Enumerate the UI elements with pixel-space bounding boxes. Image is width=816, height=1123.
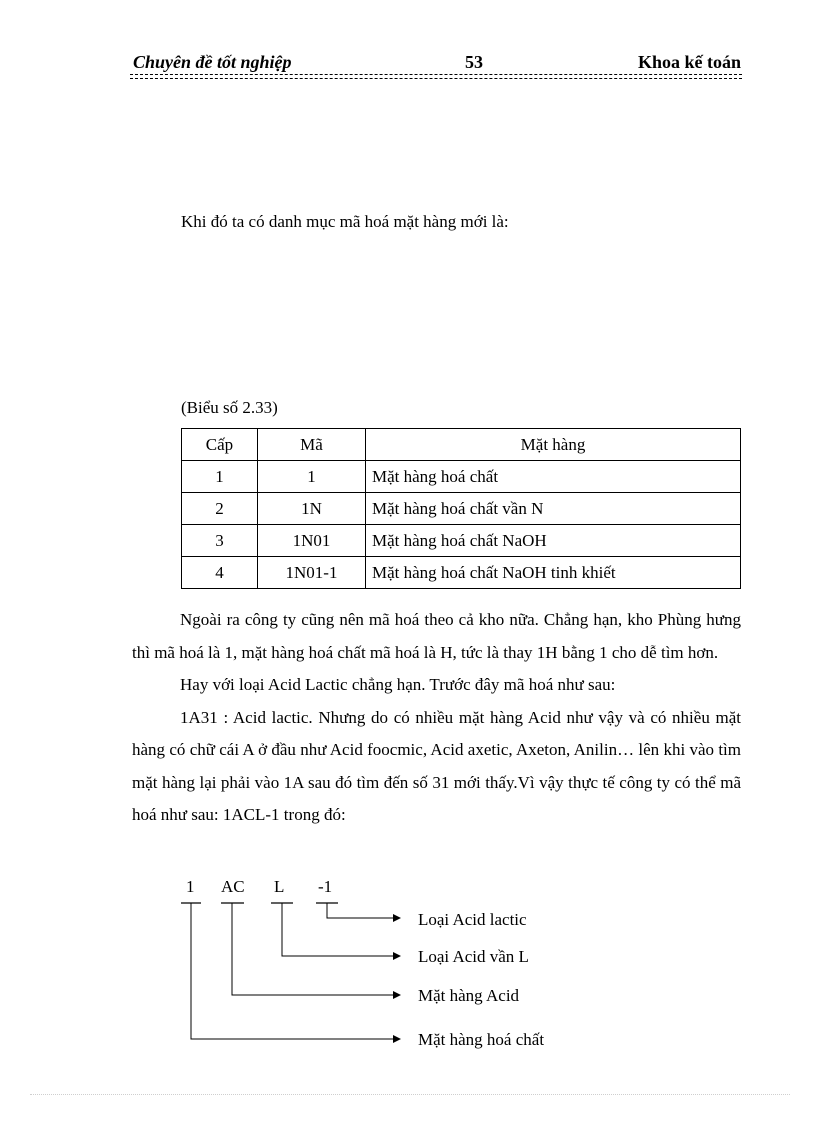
column-header-cap: Cấp bbox=[182, 429, 258, 461]
connector-ac bbox=[232, 903, 400, 995]
paragraph: Ngoài ra công ty cũng nên mã hoá theo cả kho nữa. Chẳng hạn, kho Phùng hưng thì mã hoá là 1, mặt hàng hoá chất mã hoá là H, tức là thay 1H bằng 1 cho dễ tìm hơn. bbox=[132, 610, 741, 662]
cell-ma: 1 bbox=[258, 461, 366, 493]
paragraph: Hay với loại Acid Lactic chẳng hạn. Trước đây mã hoá như sau: bbox=[180, 675, 616, 694]
table-caption: (Biểu số 2.33) bbox=[181, 398, 278, 417]
label-acid-van-l: Loại Acid vần L bbox=[418, 947, 529, 966]
cell-cap: 1 bbox=[182, 461, 258, 493]
footer-rule bbox=[30, 1094, 790, 1095]
cell-ma: 1N01 bbox=[258, 525, 366, 557]
column-header-ma: Mã bbox=[258, 429, 366, 461]
cell-ma: 1N01-1 bbox=[258, 557, 366, 589]
segment-1: 1 bbox=[186, 877, 195, 896]
column-header-mat-hang: Mặt hàng bbox=[366, 429, 741, 461]
label-mat-hang-acid: Mặt hàng Acid bbox=[418, 986, 520, 1005]
page-number: 53 bbox=[465, 52, 483, 72]
connector-l bbox=[282, 903, 400, 956]
cell-mat-hang: Mặt hàng hoá chất vần N bbox=[366, 493, 741, 525]
header-department: Khoa kế toán bbox=[637, 52, 741, 72]
label-acid-lactic: Loại Acid lactic bbox=[418, 910, 527, 929]
cell-mat-hang: Mặt hàng hoá chất NaOH tinh khiết bbox=[366, 557, 741, 589]
segment-l: L bbox=[274, 877, 285, 896]
header-title: Chuyên đề tốt nghiệp bbox=[133, 52, 292, 72]
intro-text: Khi đó ta có danh mục mã hoá mặt hàng mới là: bbox=[181, 212, 509, 231]
cell-cap: 4 bbox=[182, 557, 258, 589]
segment-dash-1: -1 bbox=[318, 877, 333, 896]
cell-mat-hang: Mặt hàng hoá chất bbox=[366, 461, 741, 493]
segment-ac: AC bbox=[221, 877, 245, 896]
connector-dash-1 bbox=[327, 903, 400, 918]
cell-cap: 3 bbox=[182, 525, 258, 557]
paragraph: 1A31 : Acid lactic. Nhưng do có nhiều mặt hàng Acid như vậy và có nhiều mặt hàng có chữ cái A ở đầu như Acid foocmic, Acid axetic, Axeton, Anilin… lên khi vào tìm mặt hàng lại phải vào 1A sau đó tìm đến số 31 mới thấy.Vì vậy thực tế công ty có thể mã hoá như sau: 1ACL-1 trong đó: bbox=[132, 707, 741, 824]
cell-cap: 2 bbox=[182, 493, 258, 525]
cell-ma: 1N bbox=[258, 493, 366, 525]
cell-mat-hang: Mặt hàng hoá chất NaOH bbox=[366, 525, 741, 557]
connector-1 bbox=[191, 903, 400, 1039]
label-mat-hang-hoa-chat: Mặt hàng hoá chất bbox=[418, 1030, 545, 1049]
